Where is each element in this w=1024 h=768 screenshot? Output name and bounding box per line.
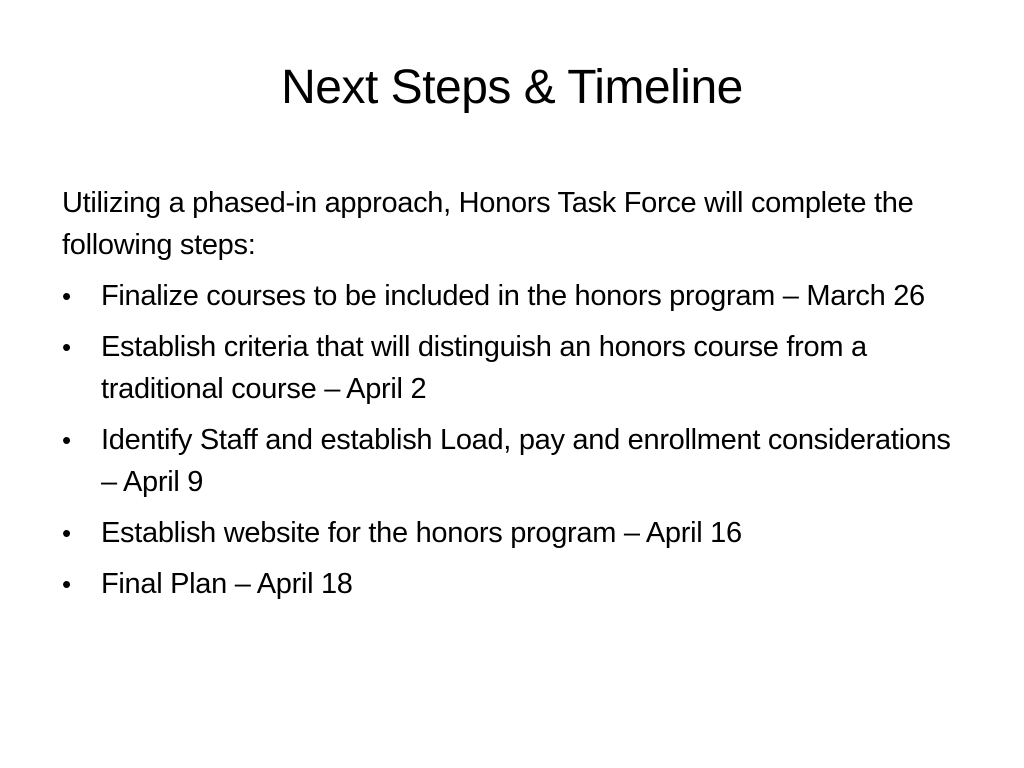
slide-title: Next Steps & Timeline [281,61,743,114]
slide-body [62,182,972,614]
list-item [62,326,972,410]
list-item-text: Establish website for the honors program – April 16 [101,517,742,549]
list-item-text: Finalize courses to be included in the honors program – March 26 [101,280,925,312]
list-item [62,563,972,605]
list-item-text: Establish criteria that will distinguish an honors course from a traditional course – April 2 [101,331,867,405]
list-item [62,275,972,317]
bullet-icon: • [62,281,71,311]
bullet-icon: • [62,569,71,599]
steps-list [62,275,972,605]
bullet-icon: • [62,425,71,455]
intro-text: Utilizing a phased-in approach, Honors Task Force will complete the following steps: [62,187,914,261]
list-item-text: Identify Staff and establish Load, pay and enrollment considerations – April 9 [101,424,951,498]
list-item [62,419,972,503]
bullet-icon: • [62,518,71,548]
list-item-text: Final Plan – April 18 [101,568,353,600]
bullet-icon: • [62,332,71,362]
list-item [62,512,972,554]
